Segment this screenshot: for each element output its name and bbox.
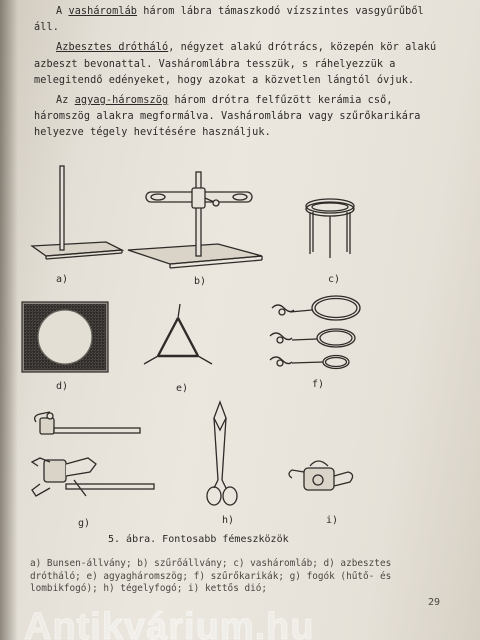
label-f: f) <box>312 379 325 390</box>
body-text <box>34 4 444 146</box>
clay-triangle-drawing <box>144 304 212 364</box>
term-vasharomlab: vasháromláb <box>68 6 138 17</box>
paragraph-3-lead: Az <box>56 95 75 107</box>
label-g: g) <box>78 518 91 529</box>
paragraph-1-text: három lábra támaszkodó vízszintes vasgyűrűből áll. <box>34 6 424 34</box>
label-a: a) <box>56 274 69 285</box>
clamps-drawing <box>32 412 154 496</box>
equipment-illustrations <box>0 150 480 550</box>
paragraph-2-text: , négyzet alakú drótrács, közepén kör alakú azbeszt bevonattal. Vasháromlábra tesszük, s ráhelyezzük a melegitendő edényeket, hogy azokat a közvetlen lángtól óvjuk. <box>34 42 437 86</box>
filter-rings-drawing <box>270 296 360 369</box>
figure-caption: 5. ábra. Fontosabb fémeszközök <box>108 534 289 545</box>
paragraph-1-lead: A <box>56 6 69 17</box>
bunsen-stand-drawing <box>32 166 122 259</box>
filter-stand-drawing <box>128 172 262 268</box>
crucible-tongs-drawing <box>207 402 237 505</box>
paragraph-1 <box>34 4 444 36</box>
label-i: i) <box>326 515 339 526</box>
figure-legend: a) Bunsen-állvány; b) szűrőállvány; c) vasháromláb; d) azbesztes drótháló; e) agyagháromszög; f) szűrőkarikák; g) fogók (hűtő- és lombikfogó); h) tégelyfogó; i) kettős dió; <box>30 558 392 595</box>
paragraph-3 <box>34 93 444 142</box>
paragraph-2 <box>34 40 444 89</box>
equipment-figure <box>0 150 480 550</box>
double-boss-drawing <box>289 461 353 490</box>
watermark-logo: Antikvárium.hu <box>24 606 315 640</box>
label-e: e) <box>176 383 189 394</box>
page-number: 29 <box>428 597 441 608</box>
term-azbesztes-drothalo: Azbesztes drótháló <box>56 42 169 54</box>
term-agyag-haromszog: agyag-háromszög <box>74 95 169 107</box>
label-c: c) <box>328 274 341 285</box>
label-b: b) <box>194 276 207 287</box>
paragraph-3-text: három drótra felfűzött kerámia cső, háromszög alakra megformálva. Vasháromlábra vagy szűrőkarikára helyezve tégely hevítésére használjuk. <box>34 95 421 139</box>
tripod-ring-drawing <box>306 199 354 258</box>
label-h: h) <box>222 515 235 526</box>
label-d: d) <box>56 381 69 392</box>
wire-gauze-drawing <box>22 302 108 372</box>
